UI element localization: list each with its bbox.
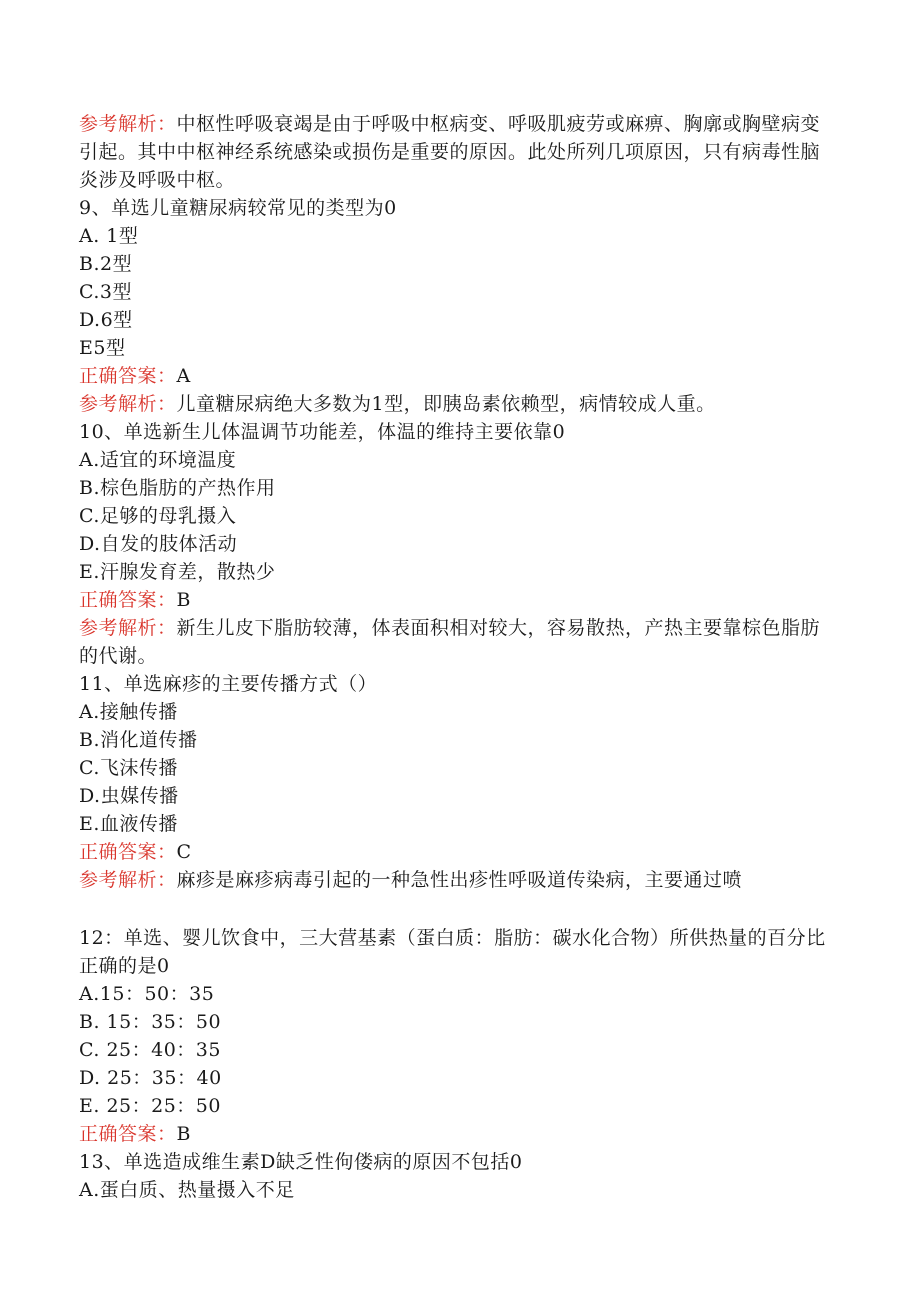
analysis-label: 参考解析： (79, 869, 177, 891)
analysis-line (79, 390, 839, 418)
answer-value: B (176, 589, 191, 611)
option-e: E. 25：25：50 (79, 1095, 221, 1117)
analysis-block (79, 110, 839, 194)
answer-line (79, 1120, 839, 1148)
analysis-block (79, 614, 839, 670)
question-stem: 10、单选新生儿体温调节功能差，体温的维持主要依靠0 (79, 421, 566, 443)
question-stem: 12：单选、婴儿饮食中，三大营基素（蛋白质：脂肪：碳水化合物）所供热量的百分比正确的是0 (79, 927, 826, 977)
option-a: A.适宜的环境温度 (79, 449, 237, 471)
option-a: A.蛋白质、热量摄入不足 (79, 1179, 295, 1201)
option-e: E.汗腺发育差，散热少 (79, 561, 276, 583)
option-c: C.飞沫传播 (79, 757, 178, 779)
option-a: A.15：50：35 (79, 983, 215, 1005)
analysis-label: 参考解析： (79, 617, 177, 639)
document-page (79, 110, 839, 1204)
option-c: C.足够的母乳摄入 (79, 505, 237, 527)
option-e: E.血液传播 (79, 813, 178, 835)
analysis-label: 参考解析： (79, 113, 177, 135)
option-e: E5型 (79, 337, 126, 359)
answer-line (79, 838, 839, 866)
answer-label: 正确答案： (79, 589, 177, 611)
analysis-text: 麻疹是麻疹病毒引起的一种急性出疹性呼吸道传染病，主要通过喷 (176, 869, 743, 891)
option-d: D. 25：35：40 (79, 1067, 222, 1089)
answer-label: 正确答案： (79, 841, 177, 863)
option-a: A.接触传播 (79, 701, 178, 723)
option-b: B. 15：35：50 (79, 1011, 222, 1033)
analysis-text: 新生儿皮下脂肪较薄，体表面积相对较大，容易散热，产热主要靠棕色脂肪的代谢。 (79, 617, 821, 667)
option-b: B.2型 (79, 253, 133, 275)
analysis-label: 参考解析： (79, 393, 177, 415)
analysis-line (79, 866, 839, 894)
option-d: D.自发的肢体活动 (79, 533, 238, 555)
question-stem: 9、单选儿童糖尿病较常见的类型为0 (79, 197, 397, 219)
option-c: C. 25：40：35 (79, 1039, 221, 1061)
answer-label: 正确答案： (79, 1123, 177, 1145)
analysis-text: 儿童糖尿病绝大多数为1型，即胰岛素依赖型，病情较成人重。 (176, 393, 716, 415)
answer-value: C (176, 841, 192, 863)
answer-value: A (176, 365, 191, 387)
option-c: C.3型 (79, 281, 132, 303)
question-stem: 13、单选造成维生素D缺乏性佝偻病的原因不包括0 (79, 1151, 523, 1173)
analysis-text: 中枢性呼吸衰竭是由于呼吸中枢病变、呼吸肌疲劳或麻痹、胸廓或胸壁病变引起。其中中枢神经系统感染或损伤是重要的原因。此处所列几项原因，只有病毒性脑炎涉及呼吸中枢。 (79, 113, 821, 191)
answer-label: 正确答案： (79, 365, 177, 387)
option-b: B.消化道传播 (79, 729, 198, 751)
option-b: B.棕色脂肪的产热作用 (79, 477, 276, 499)
option-d: D.虫媒传播 (79, 785, 179, 807)
question-stem: 11、单选麻疹的主要传播方式（） (79, 673, 378, 695)
option-a: A. 1型 (79, 225, 139, 247)
answer-line (79, 586, 839, 614)
option-d: D.6型 (79, 309, 133, 331)
spacer (79, 894, 839, 924)
answer-line (79, 362, 839, 390)
answer-value: B (176, 1123, 191, 1145)
